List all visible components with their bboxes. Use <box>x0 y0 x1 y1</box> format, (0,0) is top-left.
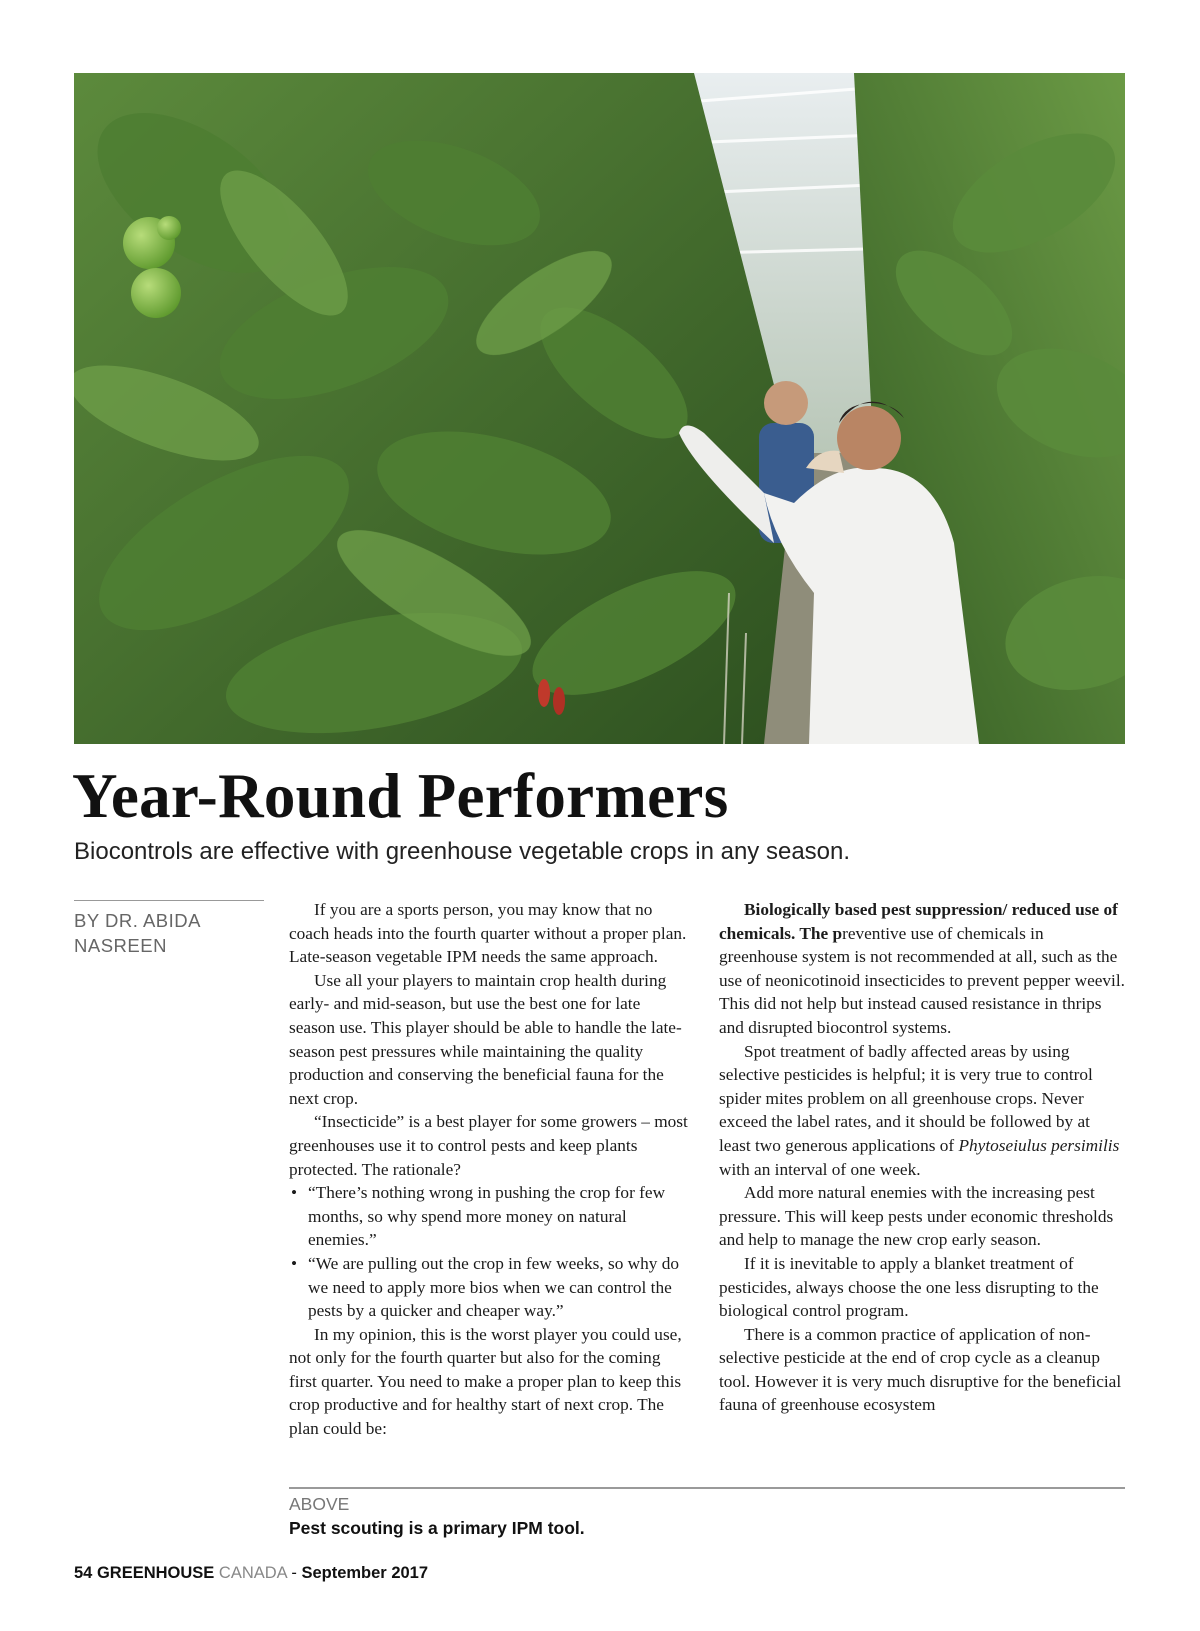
byline-line-2: NASREEN <box>74 935 167 956</box>
byline <box>74 908 274 958</box>
paragraph-text: Spot treatment of badly affected areas by using selective pesticides is helpful; it is very true to control spider mites problem on all greenhouse crops. Never exceed the label rates, and it should be followed by at least two generous applications of <box>719 1041 1093 1155</box>
paragraph: Use all your players to maintain crop health during early- and mid-season, but use the best one for late season use. This player should be able to handle the late-season pest pressures while maintaining the quality production and conserving the beneficial fauna for the next crop. <box>289 970 682 1108</box>
paragraph: There is a common practice of application of non-selective pesticide at the end of crop cycle as a cleanup tool. However it is very much disruptive for the beneficial fauna of greenhouse ecosystem <box>719 1324 1122 1415</box>
body-column-1 <box>289 898 689 1441</box>
byline-line-1: BY DR. ABIDA <box>74 910 201 931</box>
paragraph: If you are a sports person, you may know that no coach heads into the fourth quarter without a proper plan. Late-season vegetable IPM needs the same approach. <box>289 900 687 967</box>
article-subhead: Biocontrols are effective with greenhouse vegetable crops in any season. <box>74 838 851 865</box>
rationale-list <box>289 1181 689 1323</box>
magazine-name-bold: GREENHOUSE <box>96 1564 215 1582</box>
footer-separator: - <box>291 1564 297 1582</box>
byline-divider <box>74 900 264 901</box>
article-headline: Year-Round Performers <box>72 761 729 831</box>
paragraph-text: with an interval of one week. <box>719 1159 921 1179</box>
caption-divider <box>289 1487 1125 1489</box>
paragraph <box>719 1040 1125 1182</box>
list-item: • “We are pulling out the crop in few weeks, so why do we need to apply more bios when we can control the pests by a quicker and cheaper way.” <box>289 1252 689 1323</box>
list-item: • “There’s nothing wrong in pushing the crop for few months, so why spend more money on natural enemies.” <box>289 1181 689 1252</box>
paragraph: Add more natural enemies with the increasing pest pressure. This will keep pests under economic thresholds and help to manage the new crop early season. <box>719 1183 1114 1250</box>
page-footer <box>74 1562 428 1584</box>
magazine-name-light: CANADA <box>218 1564 287 1582</box>
paragraph: If it is inevitable to apply a blanket treatment of pesticides, always choose the one less disrupting to the biological control program. <box>719 1253 1099 1321</box>
paragraph: “Insecticide” is a best player for some growers – most greenhouses use it to control pests and keep plants protected. The rationale? <box>289 1112 688 1179</box>
body-column-2 <box>719 898 1125 1417</box>
page-number: 54 <box>74 1564 93 1582</box>
hero-photo <box>74 73 1125 744</box>
issue-date: September 2017 <box>301 1564 429 1582</box>
species-name: Phytoseiulus persimilis <box>958 1135 1120 1155</box>
caption-text: Pest scouting is a primary IPM tool. <box>289 1518 585 1538</box>
greenhouse-photo-icon <box>74 73 1125 744</box>
paragraph <box>719 898 1125 1040</box>
caption-label: ABOVE <box>289 1494 350 1514</box>
paragraph: In my opinion, this is the worst player you could use, not only for the fourth quarter but also for the coming first quarter. You need to make a proper plan to keep this crop productive and for healthy start of next crop. The plan could be: <box>289 1324 682 1439</box>
bold-lead-in: Biologically based pest suppression/ reduced use of chemicals. The p <box>719 900 1118 943</box>
paragraph-text: reventive use of chemicals in greenhouse system is not recommended at all, such as the use of neonicotinoid insecticides to prevent pepper weevil. This did not help but instead caused resistance in thrips and disrupted biocontrol systems. <box>719 923 1125 1037</box>
